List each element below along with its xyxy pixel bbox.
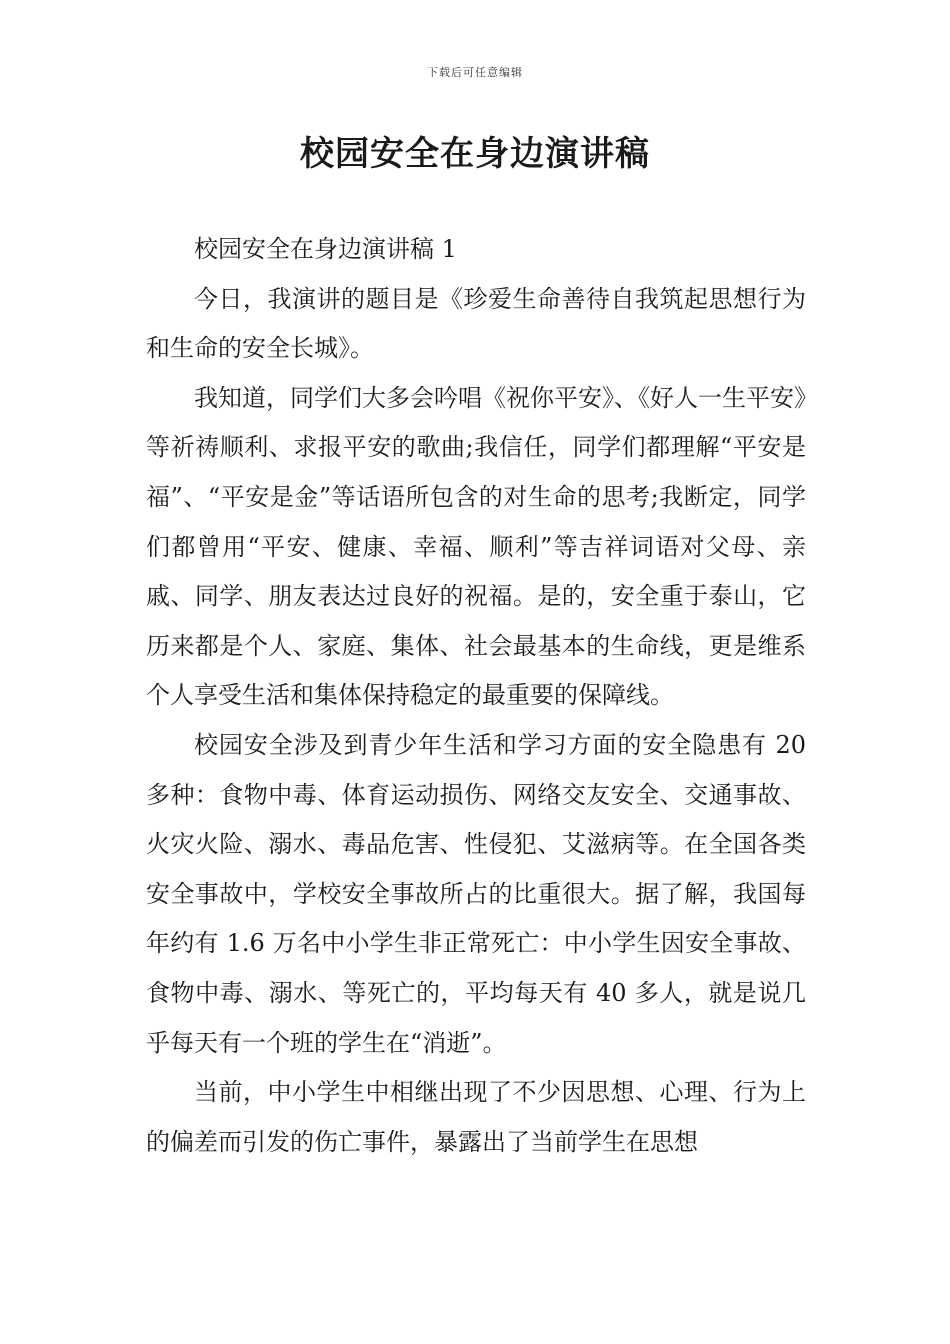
paragraph: 我知道，同学们大多会吟唱《祝你平安》、《好人一生平安》等祈祷顺利、求报平安的歌曲;我信任，同学们都理解“平安是福”、“平安是金”等话语所包含的对生命的思考;我断定，同学们都曾用“平安、健康、幸福、顺利”等吉祥词语对父母、亲戚、同学、朋友表达过良好的祝福。是的，安全重于泰山，它历来都是个人、家庭、集体、社会最基本的生命线，更是维系个人享受生活和集体保持稳定的最重要的保障线。 <box>146 383 806 710</box>
paragraph: 校园安全涉及到青少年生活和学习方面的安全隐患有 20 多种：食物中毒、体育运动损伤、网络交友安全、交通事故、火灾火险、溺水、毒品危害、性侵犯、艾滋病等。在全国各类安全事故中，学校安全事故所占的比重很大。据了解，我国每年约有 1.6 万名中小学生非正常死亡：中小学生因安全事故、食物中毒、溺水、等死亡的，平均每天有 40 多人，就是说几乎每天有一个班的学生在“消逝”。 <box>146 730 806 1057</box>
section-heading: 校园安全在身边演讲稿 1 <box>194 235 457 263</box>
document-title: 校园安全在身边演讲稿 <box>300 134 650 174</box>
paragraph: 当前，中小学生中相继出现了不少因思想、心理、行为上的偏差而引发的伤亡事件，暴露出了当前学生在思想 <box>146 1078 806 1156</box>
header-note: 下载后可任意编辑 <box>427 66 523 79</box>
document-body <box>146 225 806 1167</box>
paragraph: 今日，我演讲的题目是《珍爱生命善待自我筑起思想行为和生命的安全长城》。 <box>146 284 806 363</box>
